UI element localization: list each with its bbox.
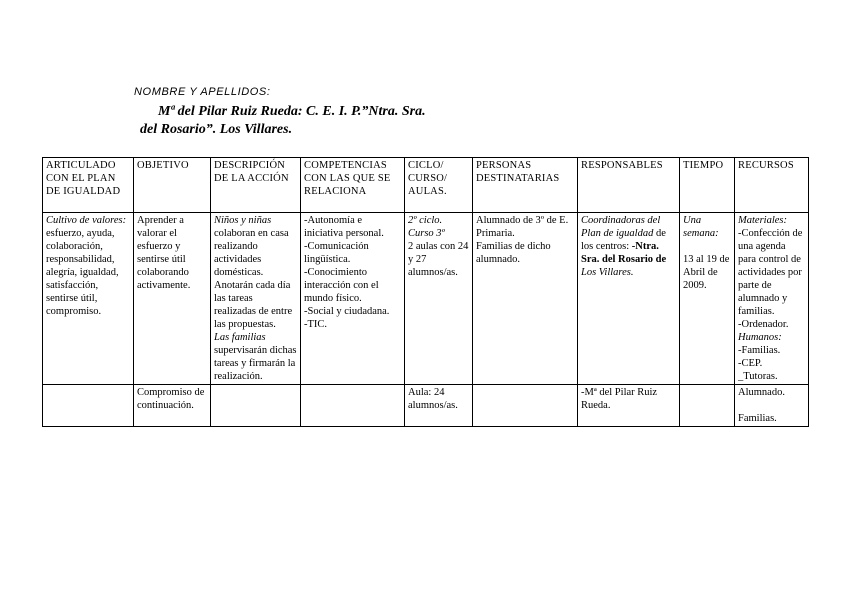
recurso-item: -Confección de una agenda para control de actividades por parte de alumnado y familias.	[738, 228, 803, 317]
column-header: RESPONSABLES	[578, 158, 680, 213]
recursos-humanos-label: Humanos:	[738, 332, 782, 343]
articulado-body: esfuerzo, ayuda, colaboración, responsabilidad, alegría, igualdad, satisfacción, sentirse útil, compromiso.	[46, 228, 119, 317]
tiempo-cell	[680, 385, 735, 427]
objetivo-cell	[134, 385, 211, 427]
column-header: CICLO/ CURSO/ AULAS.	[405, 158, 473, 213]
objetivo-text: Compromiso de continuación.	[137, 387, 205, 411]
responsables-italic-a: Coordinadoras del Plan de	[581, 215, 661, 239]
responsables-text: -Mª del Pilar Ruiz Rueda.	[581, 387, 658, 411]
objetivo-text: Aprender a valorar el esfuerzo y sentirse útil colaborando activamente.	[137, 215, 191, 291]
competencia-item: -Conocimiento interacción con el mundo físico.	[304, 267, 379, 304]
spacer	[683, 240, 731, 253]
tiempo-italic: Una semana:	[683, 215, 719, 239]
recursos-materiales-label: Materiales:	[738, 215, 787, 226]
descripcion-cell	[211, 213, 301, 385]
descripcion-intro: Niños y niñas	[214, 215, 272, 226]
responsables-italic-c: Los Villares.	[581, 267, 634, 278]
descripcion-cell	[211, 385, 301, 427]
column-header: RECURSOS	[735, 158, 809, 213]
action-plan-table	[42, 157, 809, 427]
author-line-2: del Rosario”. Los Villares.	[140, 122, 293, 137]
ciclo-cell	[405, 213, 473, 385]
tiempo-cell	[680, 213, 735, 385]
competencia-item: -TIC.	[304, 319, 328, 330]
descripcion-end: supervisarán dichas tareas y firmarán la realización.	[214, 345, 297, 382]
recurso-item: -CEP.	[738, 358, 763, 369]
competencias-cell	[301, 385, 405, 427]
descripcion-families: Las familias	[214, 332, 266, 343]
column-header: PERSONAS DESTINATARIAS	[473, 158, 578, 213]
responsables-bold: -Ntra. Sra. del Rosario de	[581, 241, 667, 265]
articulado-cell	[43, 385, 134, 427]
tiempo-body: 13 al 19 de Abril de 2009.	[683, 254, 730, 291]
table-row	[43, 385, 809, 427]
table-row	[43, 213, 809, 385]
descripcion-body: colaboran en casa realizando actividades domésticas. Anotarán cada día las tareas realizadas de entre las propuestas.	[214, 228, 293, 330]
column-header: ARTICULADO CON EL PLAN DE IGUALDAD	[43, 158, 134, 213]
recurso-item: Alumnado.	[738, 387, 785, 398]
recurso-item: -Ordenador.	[738, 319, 789, 330]
column-header: COMPETENCIAS CON LAS QUE SE RELACIONA	[301, 158, 405, 213]
destinatarias-cell	[473, 385, 578, 427]
articulado-cell	[43, 213, 134, 385]
destinataria-item: Alumnado de 3º de E. Primaria.	[476, 215, 569, 239]
recurso-item: -Familias.	[738, 345, 781, 356]
ciclo-italic: 2º ciclo. Curso 3º	[408, 215, 445, 239]
recursos-cell	[735, 213, 809, 385]
ciclo-text: Aula: 24 alumnos/as.	[408, 387, 458, 411]
recurso-item: _Tutoras.	[738, 371, 778, 382]
column-header: TIEMPO	[680, 158, 735, 213]
ciclo-body: 2 aulas con 24 y 27 alumnos/as.	[408, 241, 469, 278]
author-line-1: Mª del Pilar Ruiz Rueda: C. E. I. P.”Ntra. Sra.	[158, 104, 426, 119]
responsables-cell	[578, 385, 680, 427]
articulado-intro: Cultivo de valores:	[46, 215, 127, 226]
responsables-cell	[578, 213, 680, 385]
column-header: DESCRIPCIÓN DE LA ACCIÓN	[211, 158, 301, 213]
responsables-italic-b: igualdad	[616, 228, 654, 239]
name-label: NOMBRE Y APELLIDOS:	[134, 86, 271, 98]
table-header-row	[43, 158, 809, 213]
competencia-item: -Social y ciudadana.	[304, 306, 390, 317]
column-header: OBJETIVO	[134, 158, 211, 213]
responsables-plain: de los centros:	[581, 228, 666, 252]
objetivo-cell	[134, 213, 211, 385]
ciclo-cell	[405, 385, 473, 427]
recurso-item: Familias.	[738, 413, 777, 424]
destinataria-item: Familias de dicho alumnado.	[476, 241, 551, 265]
recursos-cell	[735, 385, 809, 427]
competencia-item: -Comunicación lingüística.	[304, 241, 369, 265]
competencia-item: -Autonomía e iniciativa personal.	[304, 215, 384, 239]
spacer	[738, 399, 805, 412]
destinatarias-cell	[473, 213, 578, 385]
competencias-cell	[301, 213, 405, 385]
